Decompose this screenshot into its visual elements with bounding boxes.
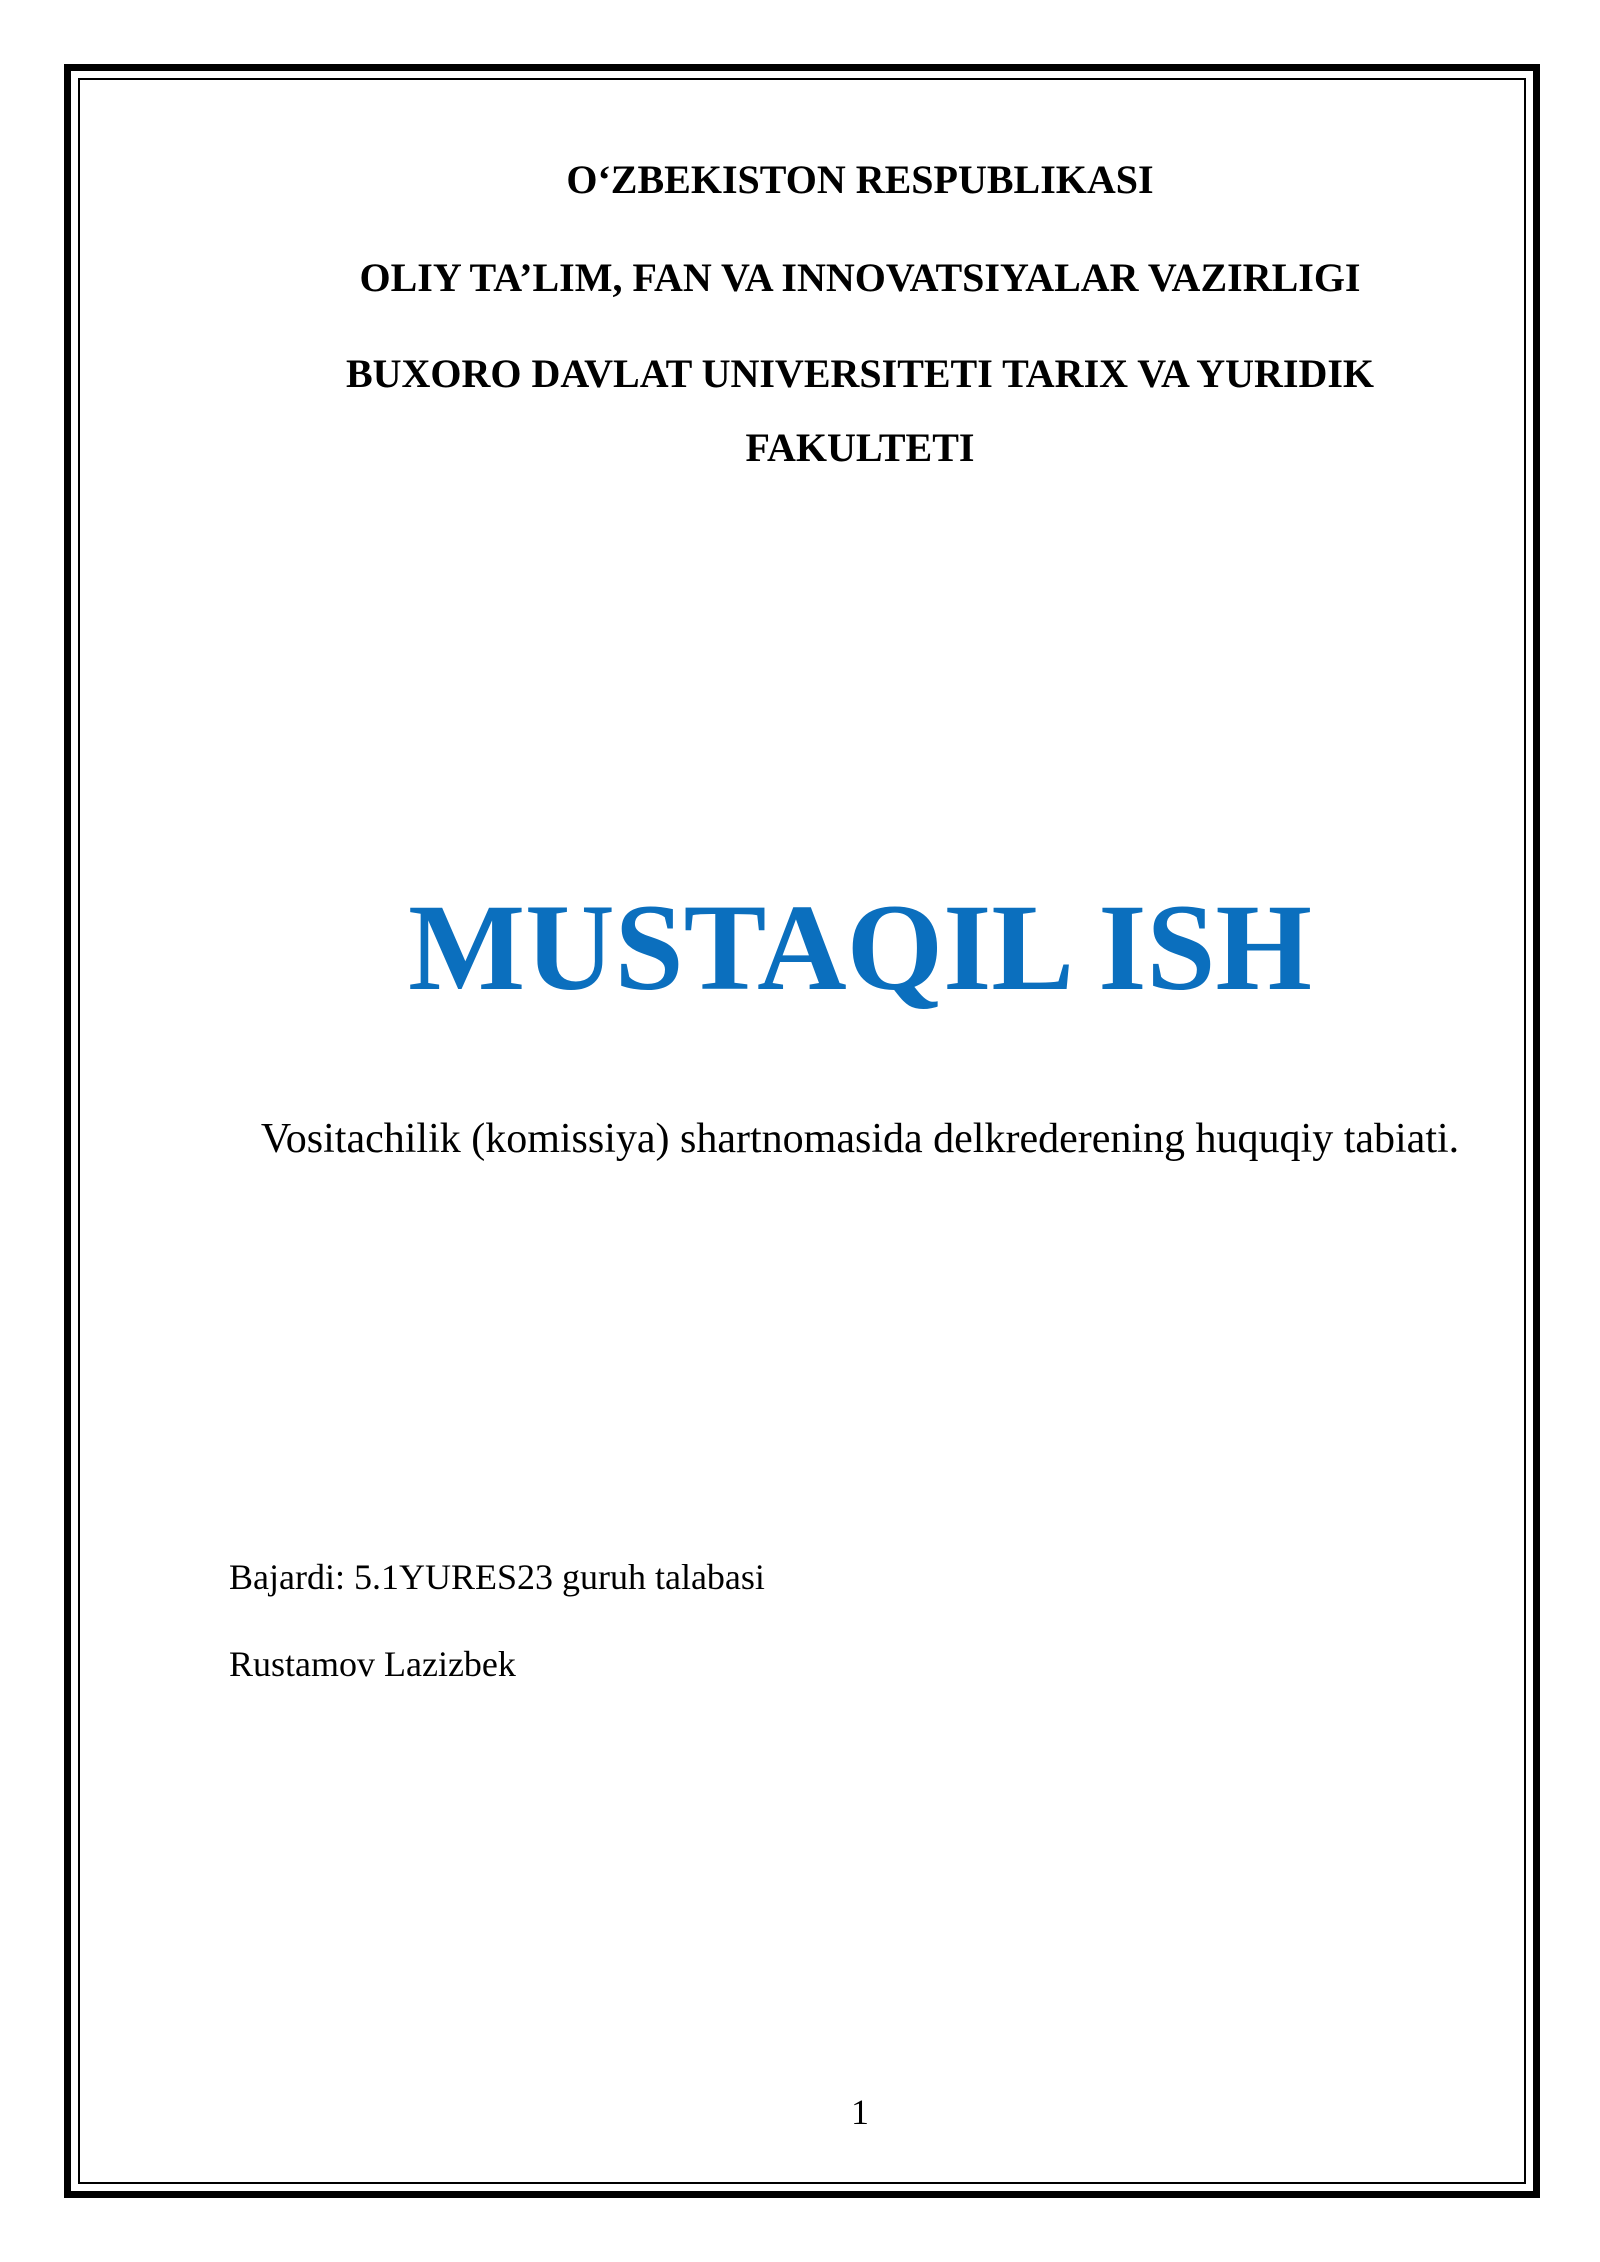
university-heading: BUXORO DAVLAT UNIVERSITETI TARIX VA YURIDIK [345,351,1375,396]
faculty-heading: FAKULTETI [745,425,975,470]
author-group: Bajardi: 5.1YURES23 guruh talabasi [229,1557,765,1597]
country-heading: O‘ZBEKISTON RESPUBLIKASI [566,157,1154,202]
page-number: 1 [851,2092,869,2132]
author-name: Rustamov Lazizbek [229,1644,516,1684]
ministry-heading: OLIY TA’LIM, FAN VA INNOVATSIYALAR VAZIRLIGI [359,255,1361,300]
document-topic: Vositachilik (komissiya) shartnomasida delkrederening huquqiy tabiati. [260,1116,1460,1162]
document-title: MUSTAQIL ISH [408,879,1312,1016]
